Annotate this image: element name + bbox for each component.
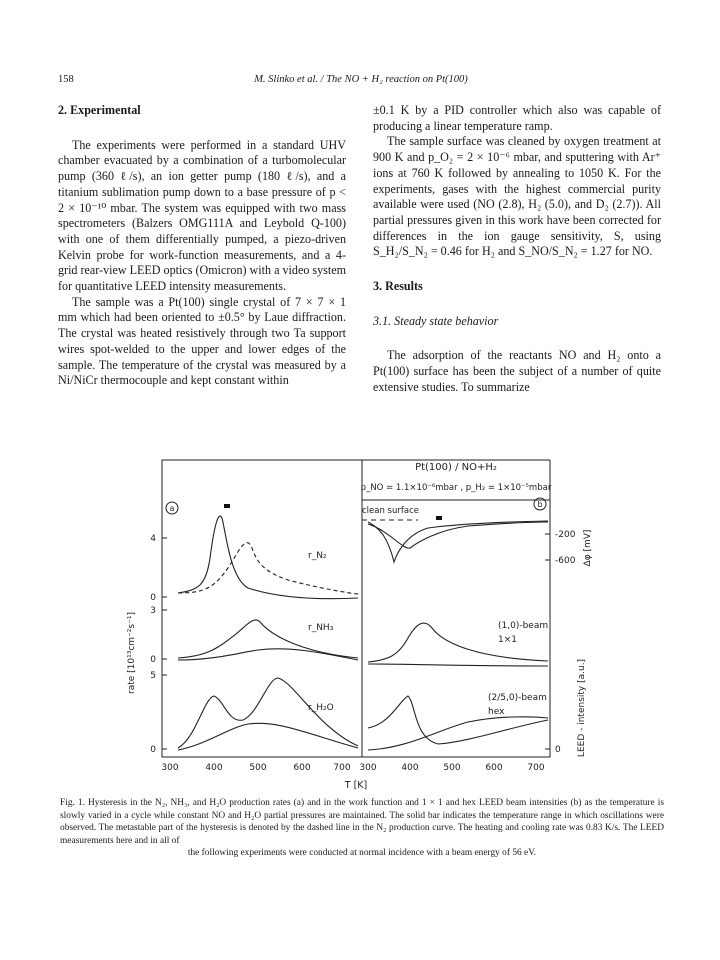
y-tick-a-0a: 0 xyxy=(150,593,156,603)
trace-h2o-up xyxy=(178,678,358,748)
panel-b-label: b xyxy=(537,500,543,509)
x-tick-b-500: 500 xyxy=(443,763,461,773)
panel-a-label: a xyxy=(169,504,175,513)
trace-beam25-return xyxy=(368,717,548,750)
figure-conditions: p_NO = 1.1×10⁻⁶mbar , p_H₂ = 1×10⁻⁵mbar xyxy=(360,483,552,493)
y-tick-a-0c: 0 xyxy=(150,745,156,755)
x-tick-a-600: 600 xyxy=(293,763,311,773)
x-tick-b-300: 300 xyxy=(359,763,377,773)
trace-workfunction-return xyxy=(368,522,548,548)
x-tick-b-700: 700 xyxy=(527,763,545,773)
clean-surface-label: clean surface xyxy=(362,506,419,516)
right-y-label-top: Δφ [mV] xyxy=(583,529,593,567)
x-tick-b-600: 600 xyxy=(485,763,503,773)
y-tick-a-3: 3 xyxy=(150,606,156,616)
y-tick-b-600: -600 xyxy=(555,556,576,566)
trace-beam25 xyxy=(368,696,548,744)
subsection-title: 3.1. Steady state behavior xyxy=(373,313,499,328)
paragraph-adsorption: The adsorption of the reactants NO and H₂ onto a Pt(100) surface has been the subject of a number of quite extensive studies. To summarize xyxy=(373,348,661,394)
trace-n2-up xyxy=(178,516,358,599)
x-tick-a-500: 500 xyxy=(249,763,267,773)
label-beam10-sub: 1×1 xyxy=(498,635,517,645)
paragraph-cleaning: The sample surface was cleaned by oxygen treatment at 900 K and p_O₂ = 2 × 10⁻⁶ mbar, and sputtering with Ar⁺ ions at 760 K followed by annealing to 1050 K. For the experiments, gases with the highest commercial purity available were used (NO (2.8), H₂ (5.0), and D₂ (2.7)). All partial pressures given in this work have been corrected for differences in the ion gauge sensitivity, S, using S_H₂/S_N₂ = 0.46 for H₂ and S_NO/S_N₂ = 1.27 for NO. xyxy=(373,134,661,259)
trace-beam10-return xyxy=(368,664,548,666)
paragraph-apparatus: The experiments were performed in a standard UHV chamber evacuated by a combination of a turbomolecular pump (360 ℓ/s), an ion getter pump (180 ℓ/s), and a titanium sublimation pump down to a base pressure of p < 2 × 10⁻¹⁰ mbar. The system was equipped with two mass spectrometers (Balzers OMG111A and Leybold Q-100) with one of them differentially pumped, a piezo-driven Kelvin probe for work-function measurements, and a 4-grid rear-view LEED optics (Omicron) with a video system for quantitative LEED intensity measurements. xyxy=(58,137,346,294)
section-title-results: 3. Results xyxy=(373,279,423,294)
y-tick-b-0: 0 xyxy=(555,745,561,755)
x-axis-label: T [K] xyxy=(344,780,368,791)
paragraph-sample: The sample was a Pt(100) single crystal of 7 × 7 × 1 mm which had been oriented to ±0.5° by Laue diffraction. The crystal was heated resistively through two Ta support wires spot-welded to the upper and lower edges of the sample. The temperature of the crystal was measured by a Ni/NiCr thermocouple and kept constant within xyxy=(58,294,346,388)
y-tick-b-200: -200 xyxy=(555,530,576,540)
running-header xyxy=(58,74,664,88)
figure-caption xyxy=(60,797,664,860)
x-tick-a-400: 400 xyxy=(205,763,223,773)
trace-n2-down xyxy=(178,543,358,594)
label-beam25-sub: hex xyxy=(488,707,505,717)
label-rh2o: r_H₂O xyxy=(308,703,334,713)
left-column xyxy=(58,103,346,389)
x-tick-a-700: 700 xyxy=(333,763,351,773)
figure-plot xyxy=(118,438,600,796)
x-tick-a-300: 300 xyxy=(161,763,179,773)
figure-title: Pt(100) / NO+H₂ xyxy=(415,462,497,473)
right-column xyxy=(373,103,661,396)
y-tick-a-0b: 0 xyxy=(150,655,156,665)
y-tick-a-4: 4 xyxy=(150,534,156,544)
left-y-label: rate [10¹³cm⁻²s⁻¹] xyxy=(127,612,137,694)
trace-nh3-down xyxy=(178,649,358,660)
page-number: 158 xyxy=(58,74,74,85)
oscillation-bar-a xyxy=(224,504,230,508)
caption-text: Fig. 1. Hysteresis in the N₂, NH₃, and H₂O production rates (a) and in the work function and 1 × 1 and hex LEED beam intensities (b) as the temperature is slowly varied in a cycle while constant NO and H₂O partial pressures are maintained. The solid bar indicates the temperature range in which oscillations were observed. The metastable part of the hysteresis is denoted by the dashed line in the N₂ production curve. The heating and cooling rate was 0.83 K/s. The LEED measurements here and in all of xyxy=(60,798,664,846)
caption-last-line: the following experiments were conducted at normal incidence with a beam energy of 56 eV. xyxy=(187,848,537,858)
label-beam25: (2/5,0)-beam xyxy=(488,693,547,703)
section-title-experimental: 2. Experimental xyxy=(58,103,141,117)
right-y-label-bottom: LEED - intensity [a.u.] xyxy=(577,658,587,758)
label-rnh3: r_NH₃ xyxy=(308,623,334,633)
figure-1 xyxy=(118,438,600,796)
trace-h2o-down xyxy=(178,723,358,750)
oscillation-bar-b xyxy=(436,516,442,520)
running-head: M. Slinko et al. / The NO + H₂ reaction on Pt(100) xyxy=(254,74,468,85)
label-beam10: (1,0)-beam xyxy=(498,621,549,631)
y-tick-a-5: 5 xyxy=(150,671,156,681)
label-rn2: r_N₂ xyxy=(308,551,327,561)
paragraph-continuation: ±0.1 K by a PID controller which also was capable of producing a linear temperature ramp. xyxy=(373,103,661,133)
x-tick-b-400: 400 xyxy=(401,763,419,773)
